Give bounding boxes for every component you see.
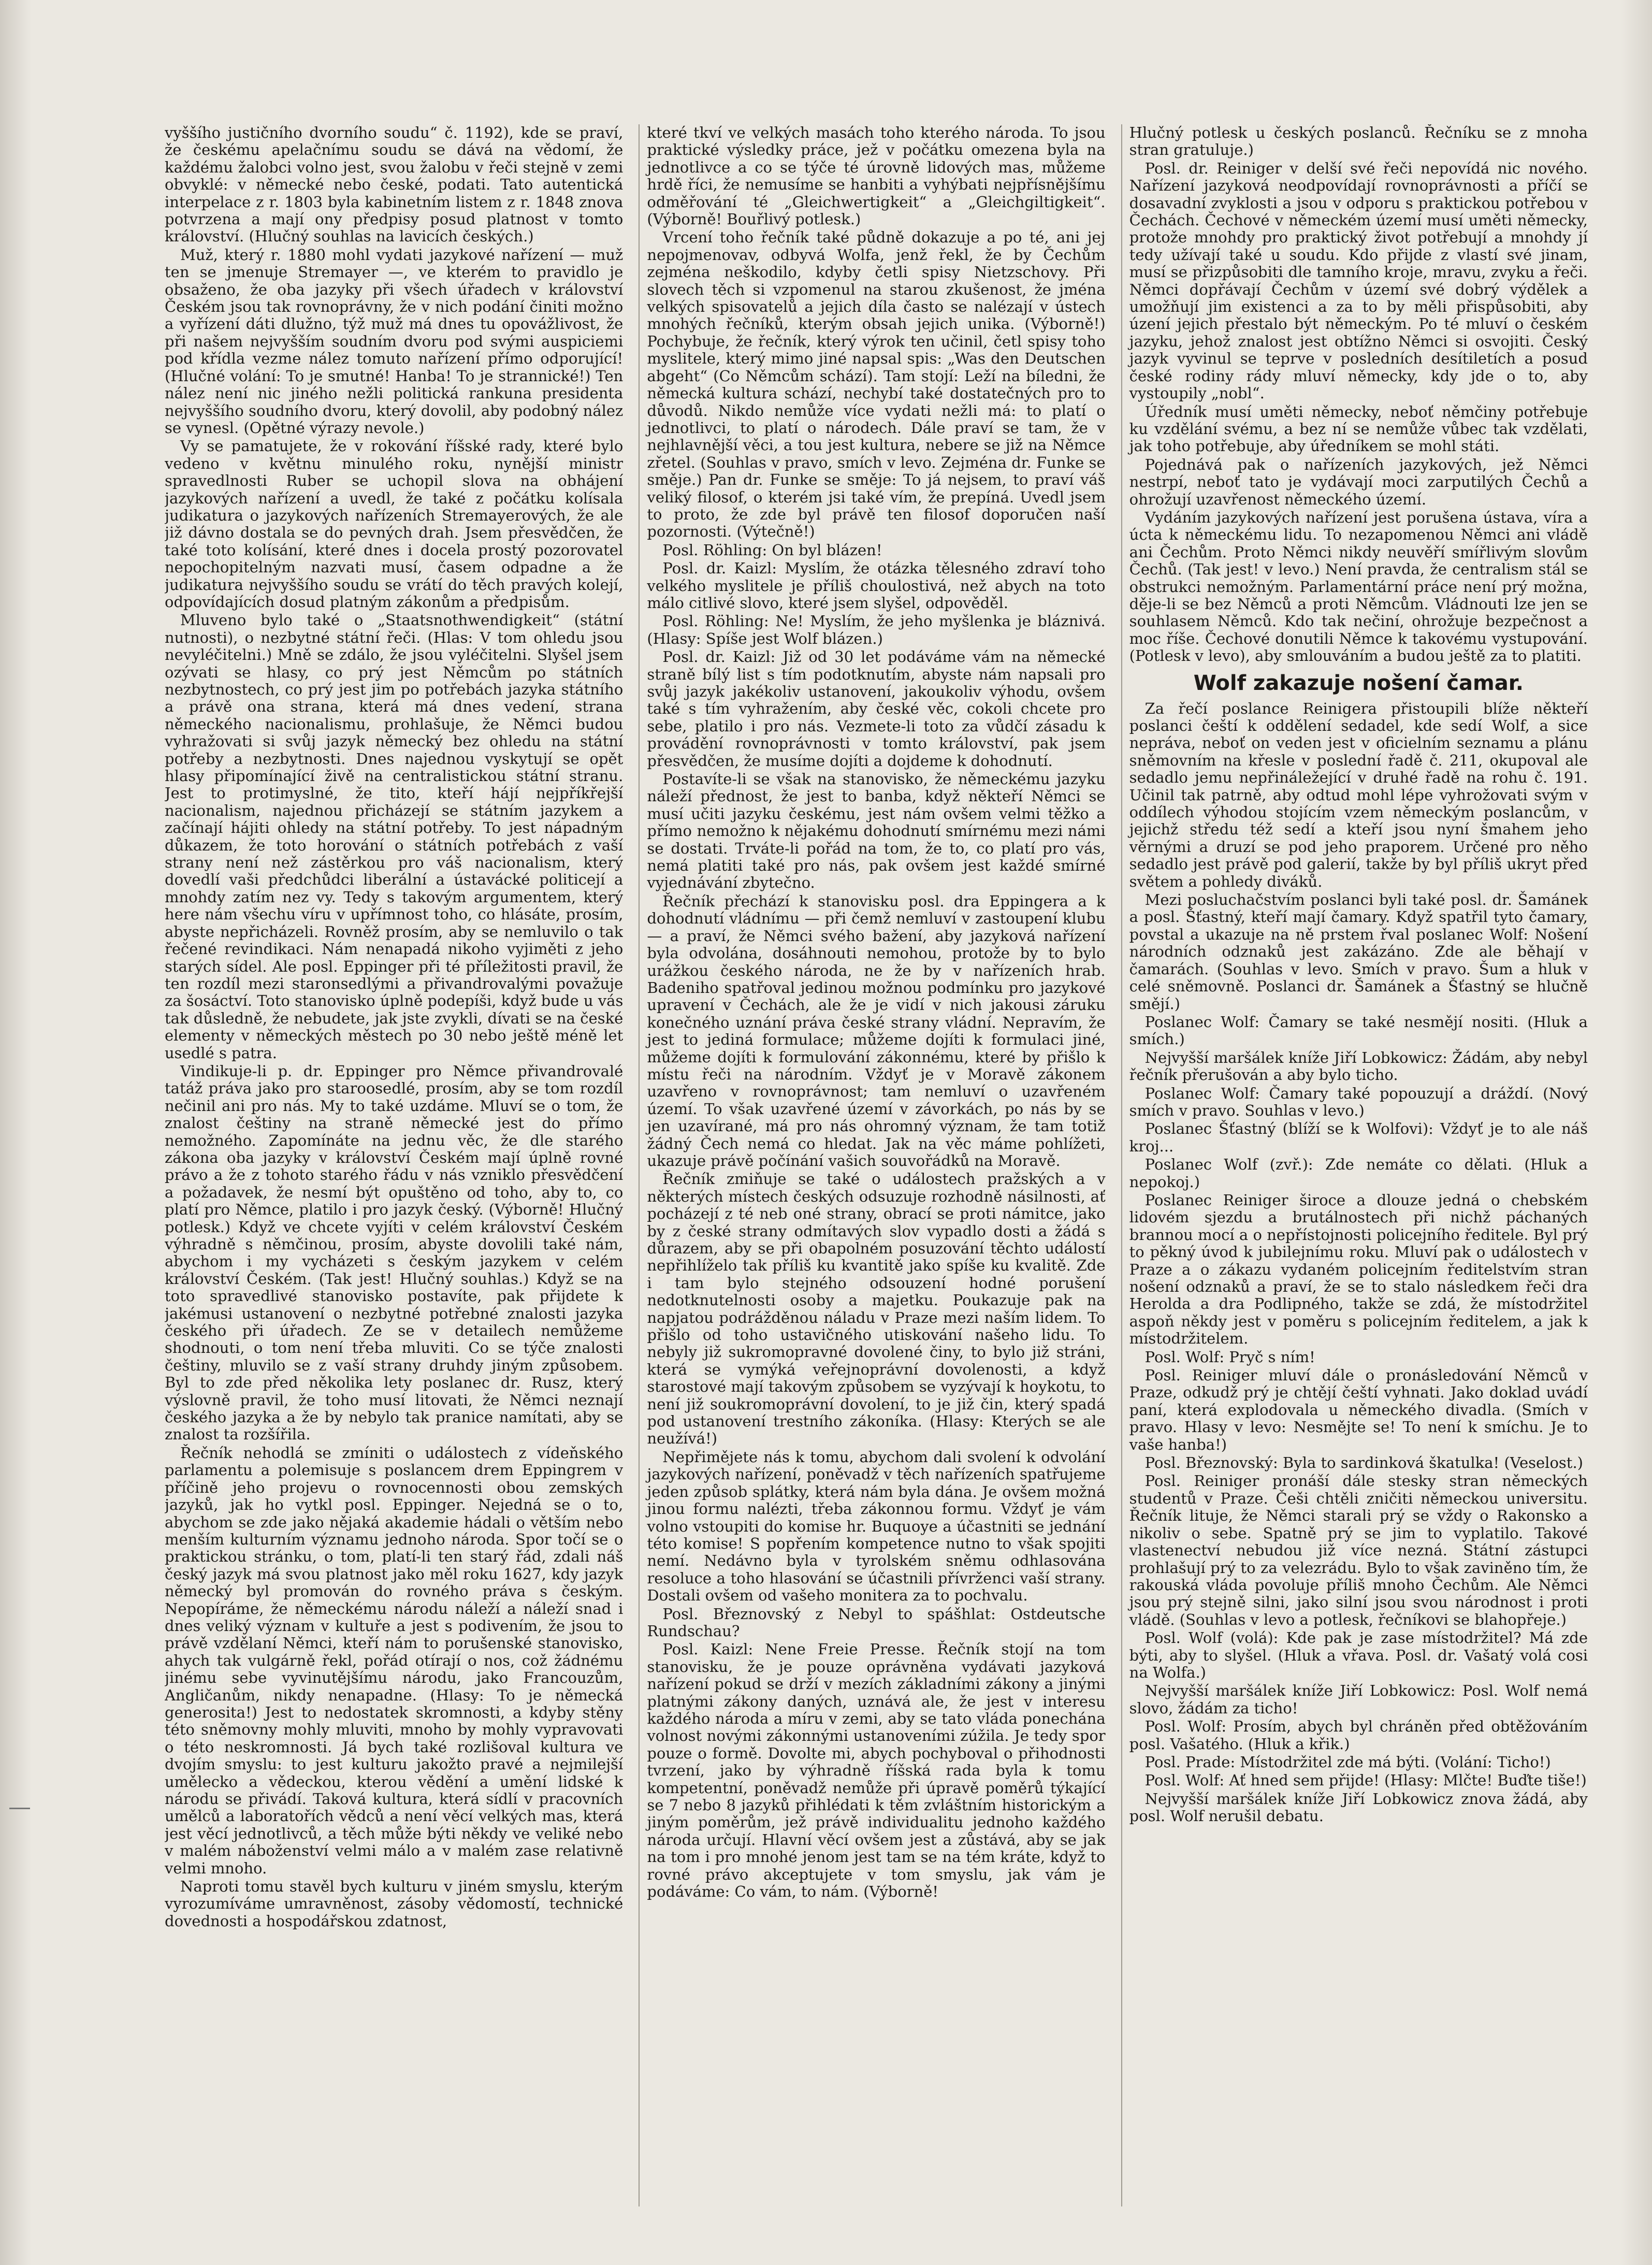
column-3 xyxy=(1121,124,1588,2206)
paragraph: Poslanec Wolf: Čamary se také nesmějí nositi. (Hluk a smích.) xyxy=(1129,1013,1588,1048)
paragraph: Úředník musí uměti německy, neboť němčiny potřebuje ku vzdělání svému, a bez ní se nemůže vůbec tak vzdělati, jak toho potřebuje, aby úředníkem se mohl státi. xyxy=(1129,402,1588,455)
paragraph: Muž, který r. 1880 mohl vydati jazykové nařízení — muž ten se jmenuje Stremayer —, ve kterém to pravidlo je obsaženo, že oba jazyky při všech úřadech v království Českém jsou tak rovnoprávny, že v nich podání činiti možno a vyřízení dáti dlužno, týž muž má dnes tu opovážlivost, že při našem nejvyšším soudním dvoru pod svými auspiciemi pod křídla vezme nález tomuto nařízení přímo odporující! (Hlučné volání: To je smutné! Hanba! To je strannické!) Ten nález není nic jiného nežli politická rankuna presidenta nejvyššího soudního dvoru, který dovolil, aby podobný nález se vynesl. (Opětné výrazy nevole.) xyxy=(165,246,624,437)
paragraph: vyššího justičního dvorního soudu“ č. 1192), kde se praví, že českému apelačnímu soudu se dává na vědomí, že každému žalobci volno jest, svou žalobu v řeči stejně v zemi obvyklé: v německé nebo české, podati. Tato autentická interpelace z r. 1803 byla kabinetním listem z r. 1848 znova potvrzena a mají ony předpisy posud platnost v tomto království. (Hlučný souhlas na lavicích českých.) xyxy=(165,124,624,246)
paragraph: Posl. Wolf: Ať hned sem přijde! (Hlasy: Mlčte! Buďte tiše!) xyxy=(1144,1771,1587,1790)
paragraph: Nepřimějete nás k tomu, abychom dali svolení k odvolání jazykových nařízení, poněvadž v těch nařízeních spatřujeme jeden způsob splátky, která nám byla dána. Je ovšem možná jinou formu nalézti, třeba zákonnou formu. Vždyť je vám volno vstoupiti do komise hr. Buquoye a účastniti se jednání této komise! S popřením kompetence nutno to však spojiti nemí. Nedávno byla v tyrolském sněmu odhlasována resoluce a toho hlasování se účastnili přívrženci vaší strany. Dostali ovšem od vašeho monitera za to pochvalu. xyxy=(647,1448,1106,1605)
paragraph: Posl. Reiniger mluví dále o pronásledování Němců v Praze, odkudž prý je chtějí čeští vyhnati. Jako doklad uvádí paní, která explodovala u německého divadla. (Smích v pravo. Hlasy v levo: Nesmějte se! To není k smíchu. Je to vaše hanba!) xyxy=(1129,1366,1588,1453)
paragraph: Posl. dr. Kaizl: Myslím, že otázka tělesného zdraví toho velkého myslitele je příliš choulostivá, než abych na toto málo citlivé slovo, které jsem slyšel, odpověděl. xyxy=(647,559,1106,612)
paragraph: Vy se pamatujete, že v rokování říšské rady, které bylo vedeno v květnu minulého roku, nynější ministr spravedlnosti Ruber se uchopil slova na obhájení jazykových nařízení a uvedl, že také z počátku kolísala judikatura o jazykových nařízeních Stremayerových, že ale již dávno dostala se do pevných drah. Jsem přesvědčen, že také toto kolísání, které dnes i docela prostý pozorovatel nepochopitelným nazvati musí, časem odpadne a že judikatura nejvyššího soudu se vrátí do těch pravých kolejí, odpovídajících dosud platným zákonům a předpisům. xyxy=(165,437,624,611)
column-2 xyxy=(639,124,1105,2206)
paragraph: Mezi posluchačstvím poslanci byli také posl. dr. Šamánek a posl. Šťastný, kteří mají čamary. Když spatřil tyto čamary, povstal a ukazuje na ně prstem řval poslanec Wolf: Nošení národních odznaků jest zakázáno. Zde ale běhají v čamarách. (Souhlas v levo. Smích v pravo. Šum a hluk v celé sněmovně. Poslanci dr. Šamánek a Šťastný se hlučně smějí.) xyxy=(1129,891,1588,1013)
paragraph: Vindikuje-li p. dr. Eppinger pro Němce přivandrovalé tatáž práva jako pro staroosedlé, prosím, aby se tom rozdíl nečinil ani pro nás. My to také uzdáme. Mluví se o tom, že znalost češtiny na straně německé jest do přímo nemožného. Zapomínáte na jednu věc, že dle starého zákona oba jazyky v království Českém mají úplně rovné právo a že z tohoto starého řádu v nás vzniklo přesvědčení a požadavek, že nesmí být opuštěno od toho, aby to, co platí pro Němce, platilo i pro jazyk český. (Výborně! Hlučný potlesk.) Když ve chcete vyjíti v celém království Českém výhradně s němčinou, prosím, abyste dovolili také nám, abychom i my vycházeti s českým jazykem v celém království Českém. (Tak jest! Hlučný souhlas.) Když se na toto spravedlivé stanovisko postavíte, pak přijdete k jakémusi ustanovení o nezbytné potřebné znalosti jazyka českého při úřadech. Ze se v detailech nemůžeme shodnouti, o tom není třeba mluviti. Co se týče znalosti češtiny, mluvilo se z vaší strany druhdy jiným způsobem. Byl to zde před několika lety poslanec dr. Rusz, který výslovně pravil, že toho musí litovati, že Němci neznají českého jazyka a že by nebylo tak pranice namítati, aby se znalost ta rozšířila. xyxy=(165,1062,624,1444)
paragraph: Poslanec Šťastný (blíží se k Wolfovi): Vždyť je to ale náš kroj... xyxy=(1129,1120,1588,1155)
paragraph: Řečník zmiňuje se také o událostech pražských a v některých místech českých odsuzuje rozhodně násilnosti, ať pocházejí z té neb oné strany, obrací se proti námitce, jako by z české strany odmítavých slov vypadlo dosti a žádá s důrazem, aby se při obapolném posuzování těchto událostí nepřihlíželo tak příliš ku kvantitě jako spíše ku kvalitě. Zde i tam bylo stejného odsouzení hodné porušení nedotknutelnosti osoby a majetku. Poukazuje pak na napjatou podrážděnou náladu v Praze mezi naším lidem. To přišlo od toho ustavičného utiskování našeho lidu. To nebyly již sukromopravné dovolené činy, to bylo již stráni, která se vymýká veřejnoprávní dovolenosti, a když starostové mají takovým způsobem se vyzývají k hoykotu, to není již soukromoprávní dovolení, to je již čin, který spadá pod ustanovení trestního zákoníka. (Hlasy: Kterých se ale neužívá!) xyxy=(647,1170,1106,1448)
section-heading: Wolf zakazuje nošení čamar. xyxy=(1193,671,1524,695)
paragraph: Posl. dr. Reiniger v delší své řeči nepovídá nic nového. Nařízení jazyková neodpovídají rovnoprávnosti a příčí se dosavadní zvyklosti a jsou v odporu s praktickou potřebou v Čechách. Čechové v německém území musí uměti německy, protože mnohdy pro praktický život potřebují a mnohdy jí tedy užívají také u soudu. Kdo přijde z vlastí své jinam, musí se přizpůsobiti dle tamního kroje, mravu, zvyku a řeči. Němci dopřávají Čechům v území své dobrý výdělek a umožňují jim existenci a za to by měli přispůsobiti, aby úzení jejich přestalo být německým. Po té mluví o českém jazyku, jehož znalost jest obtížno Němci si osvojiti. Český jazyk vyvinul se teprve v posledních desítiletích a posud české rodiny rády mluví německy, kdy jde o to, aby vystoupily „nobl“. xyxy=(1129,159,1588,402)
scan-left-edge xyxy=(0,0,31,2265)
paragraph: Posl. Röhling: Ne! Myslím, že jeho myšlenka je bláznivá. (Hlasy: Spíše jest Wolf blázen.) xyxy=(647,612,1106,647)
paragraph: Poslanec Reiniger široce a dlouze jedná o chebském lidovém sjezdu a brutálnostech při nichž páchaných brannou mocí a o nepřístojnosti policejního ředitele. Byl prý to pěkný úvod k jubilejnímu roku. Mluví pak o událostech v Praze a o zákazu vydaném policejním ředitelstvím stran nošení odznaků a praví, že se to stalo následkem řeči dra Herolda a dra Podlipného, takže se zdá, že místodržitel aspoň někdy jest v poměru s policejním ředitelem, a jak k místodržitelem. xyxy=(1129,1191,1588,1348)
paragraph: Nejvyšší maršálek kníže Jiří Lobkowicz: Posl. Wolf nemá slovo, žádám za ticho! xyxy=(1129,1682,1588,1717)
paragraph: Posl. Kaizl: Nene Freie Presse. Řečník stojí na tom stanovisku, že je pouze oprávněna vydávati jazyková nařízení pokud se drží v mezích základními zákony a jinými platnými zákony daných, uznává ale, že jest v interesu každého národa a míru v zemi, aby se tato vláda ponechána volnost novými zákonnými ustanoveními zúžila. Je tedy spor pouze o formě. Dovolte mi, abych pochyboval o přihodnosti tvrzení, jako by výhradně říšská rada byla k tomu kompetentní, poněvadž nemůže při úpravě poměrů týkající se 7 nebo 8 jazyků přihlédati k těm zvláštním historickým a jiným poměrům, jež právě individualitu jednoho každého národa určují. Hlavní věcí ovšem jest a zůstává, aby se jak na tom i pro mnohé jenom jest tam se na tém kráte, když to rovné právo akceptujete v tom smyslu, jak vám je podáváme: Co vám, to nám. (Výborně! xyxy=(647,1640,1106,1901)
paragraph: Hlučný potlesk u českých poslanců. Řečníku se z mnoha stran gratuluje.) xyxy=(1129,124,1588,159)
paragraph: Řečník nehodlá se zmíniti o událostech z vídeňského parlamentu a polemisuje s poslancem drem Eppingrem v příčině jeho projevu o rovnocennosti obou zemských jazyků, jak ho vytkl posl. Eppinger. Nejedná se o to, abychom se zde jako nějaká akademie hádali o větším nebo menším kulturním významu jednoho národa. Spor točí se o praktickou stránku, o tom, platí-li ten starý řád, zdali náš český jazyk má svou platnost jako měl roku 1627, kdy jazyk německý byl promován do rovného práva s českým. Nepopíráme, že německému národu náleží a náleží snad i dnes veliký význam v kultuře a jest s podivením, že jsou to právě vzdělaní Němci, kteří nám to porušenské stanovisko, ahych tak vulgárně řekl, pořád otírají o nos, což žádnému jinému sebe vyvinutějšímu národu, jako Francouzům, Angličanům, nikdy nenapadne. (Hlasy: To je německá generosita!) Jest to nedostatek skromnosti, a kdyby stěny této sněmovny mohly mluviti, mnoho by mohly vypravovati o této neskromnosti. Já bych také rozlišoval kultura ve dvojím smyslu: to jest kulturu jakožto pravé a nejmilejší umělecko a vědeckou, kterou vědění a umění lidské k národu se přivádí. Taková kultura, která sídlí v pracovních umělců a laboratořích vědců a není věcí velkých mas, která jest věcí jednotlivců, a těch může býti někdy ve veliké nebo v malém náboženství velmi málo a v malém zase relativně velmi mnoho. xyxy=(165,1444,624,1877)
paragraph: Za řečí poslance Reinigera přistoupili blíže někteří poslanci čeští k oddělení sedadel, kde sedí Wolf, a sice nepráva, neboť on veden jest v oficielním seznamu a plánu sněmovním na křesle v poslední řadě č. 211, okupoval ale sedadlo jemu nepřináležející v druhé řadě na rohu č. 191. Učinil tak patrně, aby odtud mohl lépe vyhrožovati svým v oddílech výhodou stojícím vzem německým poslancům, v jejichž středu též sedí a kteří jsou nyní šmahem jeho věrnými a druzí se pod jeho praporem. Určené pro něho sedadlo jest právě pod galerií, takže by byl příliš ukryt před světem a pohledy diváků. xyxy=(1129,699,1588,890)
paragraph: Posl. dr. Kaizl: Již od 30 let podáváme vám na německé straně bílý list s tím podotknutím, abyste nám napsali pro svůj jazyk jakékoliv ustanovení, jakoukoliv výhodu, ovšem také s tím vyhražením, aby české věc, cokoli chcete pro sebe, platilo i pro nás. Vezmete-li toto za vůdčí zásadu k provádění rovnoprávnosti v tomto království, pak jsem přesvědčen, že musíme dojíti a dojdeme k dohodnutí. xyxy=(647,648,1106,770)
text-columns xyxy=(165,124,1588,2206)
paragraph: Řečník přechází k stanovisku posl. dra Eppingera a k dohodnutí vládnímu — při čemž nemluví v zastoupení klubu — a praví, že Němci svého bažení, aby jazyková nařízení byla odvolána, dosáhnouti nemohou, protože by to bylo urážkou českého národa, ne že by v nařízeních hrab. Badeniho spatřoval jedinou možnou podmínku pro jazykové upravení v Čechách, ale že je vidí v nich jakousi záruku konečného uznání práva české strany vládní. Nepravím, že jest to jediná formulace; můžeme dojíti k formulaci jiné, můžeme dojíti k formulování zákonnému, které by přišlo k místu řeči na národním. Vždyť je v Moravě zákonem uzavřeno v rovnoprávnost; tam nemluví o uzavřeném území. To však uzavřené území v závorkách, po nás by se jen uzavírané, má pro nás ohromný význam, že tam totiž žádný Čech nemá co hledat. Jak na věc máme pohlížeti, ukazuje právě počínání vašich souvořádků na Moravě. xyxy=(647,892,1106,1170)
paragraph: Pojednává pak o nařízeních jazykových, jež Němci nestrpí, neboť tato je vydávají moci zarputilých Čechů a ohrožují uzavřenost německého území. xyxy=(1129,455,1588,508)
paragraph: Naproti tomu stavěl bych kulturu v jiném smyslu, kterým vyrozumíváme umravněnost, zásoby vědomostí, technické dovednosti a hospodářskou zdatnost, xyxy=(165,1878,624,1930)
margin-mark xyxy=(9,1808,30,1812)
paragraph: Nejvyšší maršálek kníže Jiří Lobkowicz znova žádá, aby posl. Wolf nerušil debatu. xyxy=(1129,1790,1588,1825)
paragraph: Posl. Röhling: On byl blázen! xyxy=(662,541,882,559)
paragraph: Vrcení toho řečník také půdně dokazuje a po té, ani jej nepojmenovav, odbyvá Wolfa, jenž řekl, že by Čechům zejména neškodilo, kdyby četli spisy Nietzschovy. Při slovech těch si vzpomenul na starou zkušenost, že jména velkých spisovatelů a jejich díla často se nalézají v ústech mnohých řečníků, kterým obsah jejich unika. (Výborně!) Pochybuje, že řečník, který výrok ten učinil, četl spisy toho myslitele, který mimo jiné napsal spis: „Was den Deutschen abgeht“ (Co Němcům schází). Tam stojí: Leží na bíledni, že německá kultura schází, nechybí také dostatečných pro to důvodů. Nikdo nemůže více vydati nežli má: to platí o jednotlivci, to platí o národech. Dále praví se tam, že v nejhlavnější věci, a tou jest kultura, nebere se již na Němce zřetel. (Souhlas v pravo, smích v levo. Zejména dr. Funke se směje.) Pan dr. Funke se směje: To já nejsem, to praví váš veliký filosof, o kterém jsi také vím, že prepíná. Uvedl jsem to proto, že zde byl právě ten filosof doporučen naší pozornosti. (Výtečně!) xyxy=(647,228,1106,541)
paragraph: Posl. Wolf: Pryč s ním! xyxy=(1144,1348,1315,1366)
paragraph: Posl. Wolf (volá): Kde pak je zase místodržitel? Má zde býti, aby to slyšel. (Hluk a vřava. Posl. dr. Vašatý volá cosi na Wolfa.) xyxy=(1129,1629,1588,1681)
paragraph: Posl. Březnovský z Nebyl to spášhlat: Ostdeutsche Rundschau? xyxy=(647,1605,1106,1640)
column-1 xyxy=(165,124,623,2206)
paragraph: Posl. Březnovský: Byla to sardinková škatulka! (Veselost.) xyxy=(1144,1454,1583,1472)
scan-right-edge xyxy=(1621,0,1652,2265)
paragraph: Poslanec Wolf: Čamary také popouzují a dráždí. (Nový smích v pravo. Souhlas v levo.) xyxy=(1129,1084,1588,1119)
paragraph: Nejvyšší maršálek kníže Jiří Lobkowicz: Žádám, aby nebyl řečník přerušován a aby bylo ticho. xyxy=(1129,1048,1588,1084)
paragraph: Postavíte-li se však na stanovisko, že německému jazyku náleží přednost, že jest to banba, když někteří Němci se musí učiti jazyku českému, jest nám ovšem velmi těžko a přímo nemožno k nějakému dohodnutí smírnému mezi námi se dostati. Trváte-li pořád na tom, že to, co platí pro vás, nemá platiti také pro nás, pak ovšem jest každé smírné vyjednávání zbytečno. xyxy=(647,770,1106,892)
paragraph: Posl. Reiniger pronáší dále stesky stran německých studentů v Praze. Češi chtěli zničiti německou universitu. Řečník lituje, že Němci starali prý se vždy o Rakonsko a nikoliv o sebe. Spatně prý se jim to vyplatilo. Takové vlastenectví nebudou již více nezná. Státní zástupci prohlašují prý to za velezrádu. Bylo to však zaviněno tím, že rakouská vláda povoluje příliš mnoho Čechům. Ale Němci jsou prý stejně silni, jako silní jsou svou národnost i proti vládě. (Souhlas v levo a potlesk, řečníkovi se blahopřeje.) xyxy=(1129,1472,1588,1628)
paragraph: Posl. Prade: Místodržitel zde má býti. (Volání: Ticho!) xyxy=(1144,1753,1551,1771)
paragraph: které tkví ve velkých masách toho kterého národa. To jsou praktické výsledky práce, jež v počátku omezena byla na jednotlivce a co se týče té úrovně lidových mas, můžeme hrdě říci, že nemusíme se hanbiti a vyhýbati nejpřísnějšímu odměřování té „Gleichwertigkeit“ a „Gleichgiltigkeit“. (Výborně! Bouřlivý potlesk.) xyxy=(647,124,1106,228)
paragraph: Mluveno bylo také o „Staatsnothwendigkeit“ (státní nutnosti), o nezbytné státní řeči. (Hlas: V tom ohledu jsou nevyléčitelni.) Mně se zdálo, že jsou vyléčitelni. Slyšel jsem ozývati se hlasy, co prý jest Němcům po státních nezbytnostech, co prý jest jim po potřebách jazyka státního a právě ona strana, která má dnes vedení, strana německého nacionalismu, prohlašuje, že Němci budou vyhražovati si svůj jazyk německý bez ohledu na státní potřeby a nezbytnosti. Dnes najednou vyskytují se opět hlasy připomínající živě na centralistickou státní stranu. Jest to protimyslné, že tito, kteří hájí nejpříkřejší nacionalism, najednou přicházejí se státním jazykem a začínají hájiti ohledy na státní potřeby. To jest nápadným důkazem, že toto horování o státních potřebách z vaší strany není než zástěrkou pro váš nacionalism, který dovedlí vaši předchůdci liberální a ústavácké politicejí a mnohdy zatím nez vy. Tedy s takovým argumentem, který here nám všechu víru v upřímnost toho, co hlásáte, prosím, abyste nepřicházeli. Rovněž prosím, aby se nemluvilo o tak řečené revindikaci. Nám nenapadá nikoho vyjiměti z jeho starých sídel. Ale posl. Eppinger při té příležitosti pravil, že ten rozdíl mezi staronsedlými a přivandrovalými považuje za šosáctví. Toto stanovisko úplně podepíši, když bude u vás tak důsledně, že nebudete, jak jste zvykli, dívati se na české elementy v německých městech po 30 nebo ještě méně let usedlé s patra. xyxy=(165,611,624,1062)
paragraph: Poslanec Wolf (zvř.): Zde nemáte co dělati. (Hluk a nepokoj.) xyxy=(1129,1156,1588,1191)
paragraph: Posl. Wolf: Prosím, abych byl chráněn před obtěžováním posl. Vašatého. (Hluk a křik.) xyxy=(1129,1718,1588,1753)
paragraph: Vydáním jazykových nařízení jest porušena ústava, víra a úcta k německému lidu. To nezapomenou Němci ani vládě ani Čechům. Proto Němci nikdy neuvěří smířlivým slovům Čechů. (Tak jest! v levo.) Není pravda, že centralism stál se obstrukci nemožným. Parlamentární práce není prý možna, děje-li se bez Němců a proti Němcům. Vládnouti lze jen se souhlasem Němců. Kdo tak nečiní, ohrožuje bezpečnost a moc říše. Čechové donutili Němce k takovému vystupování. (Potlesk v levo), aby smlouváním a budou ještě za to platiti. xyxy=(1129,508,1588,665)
